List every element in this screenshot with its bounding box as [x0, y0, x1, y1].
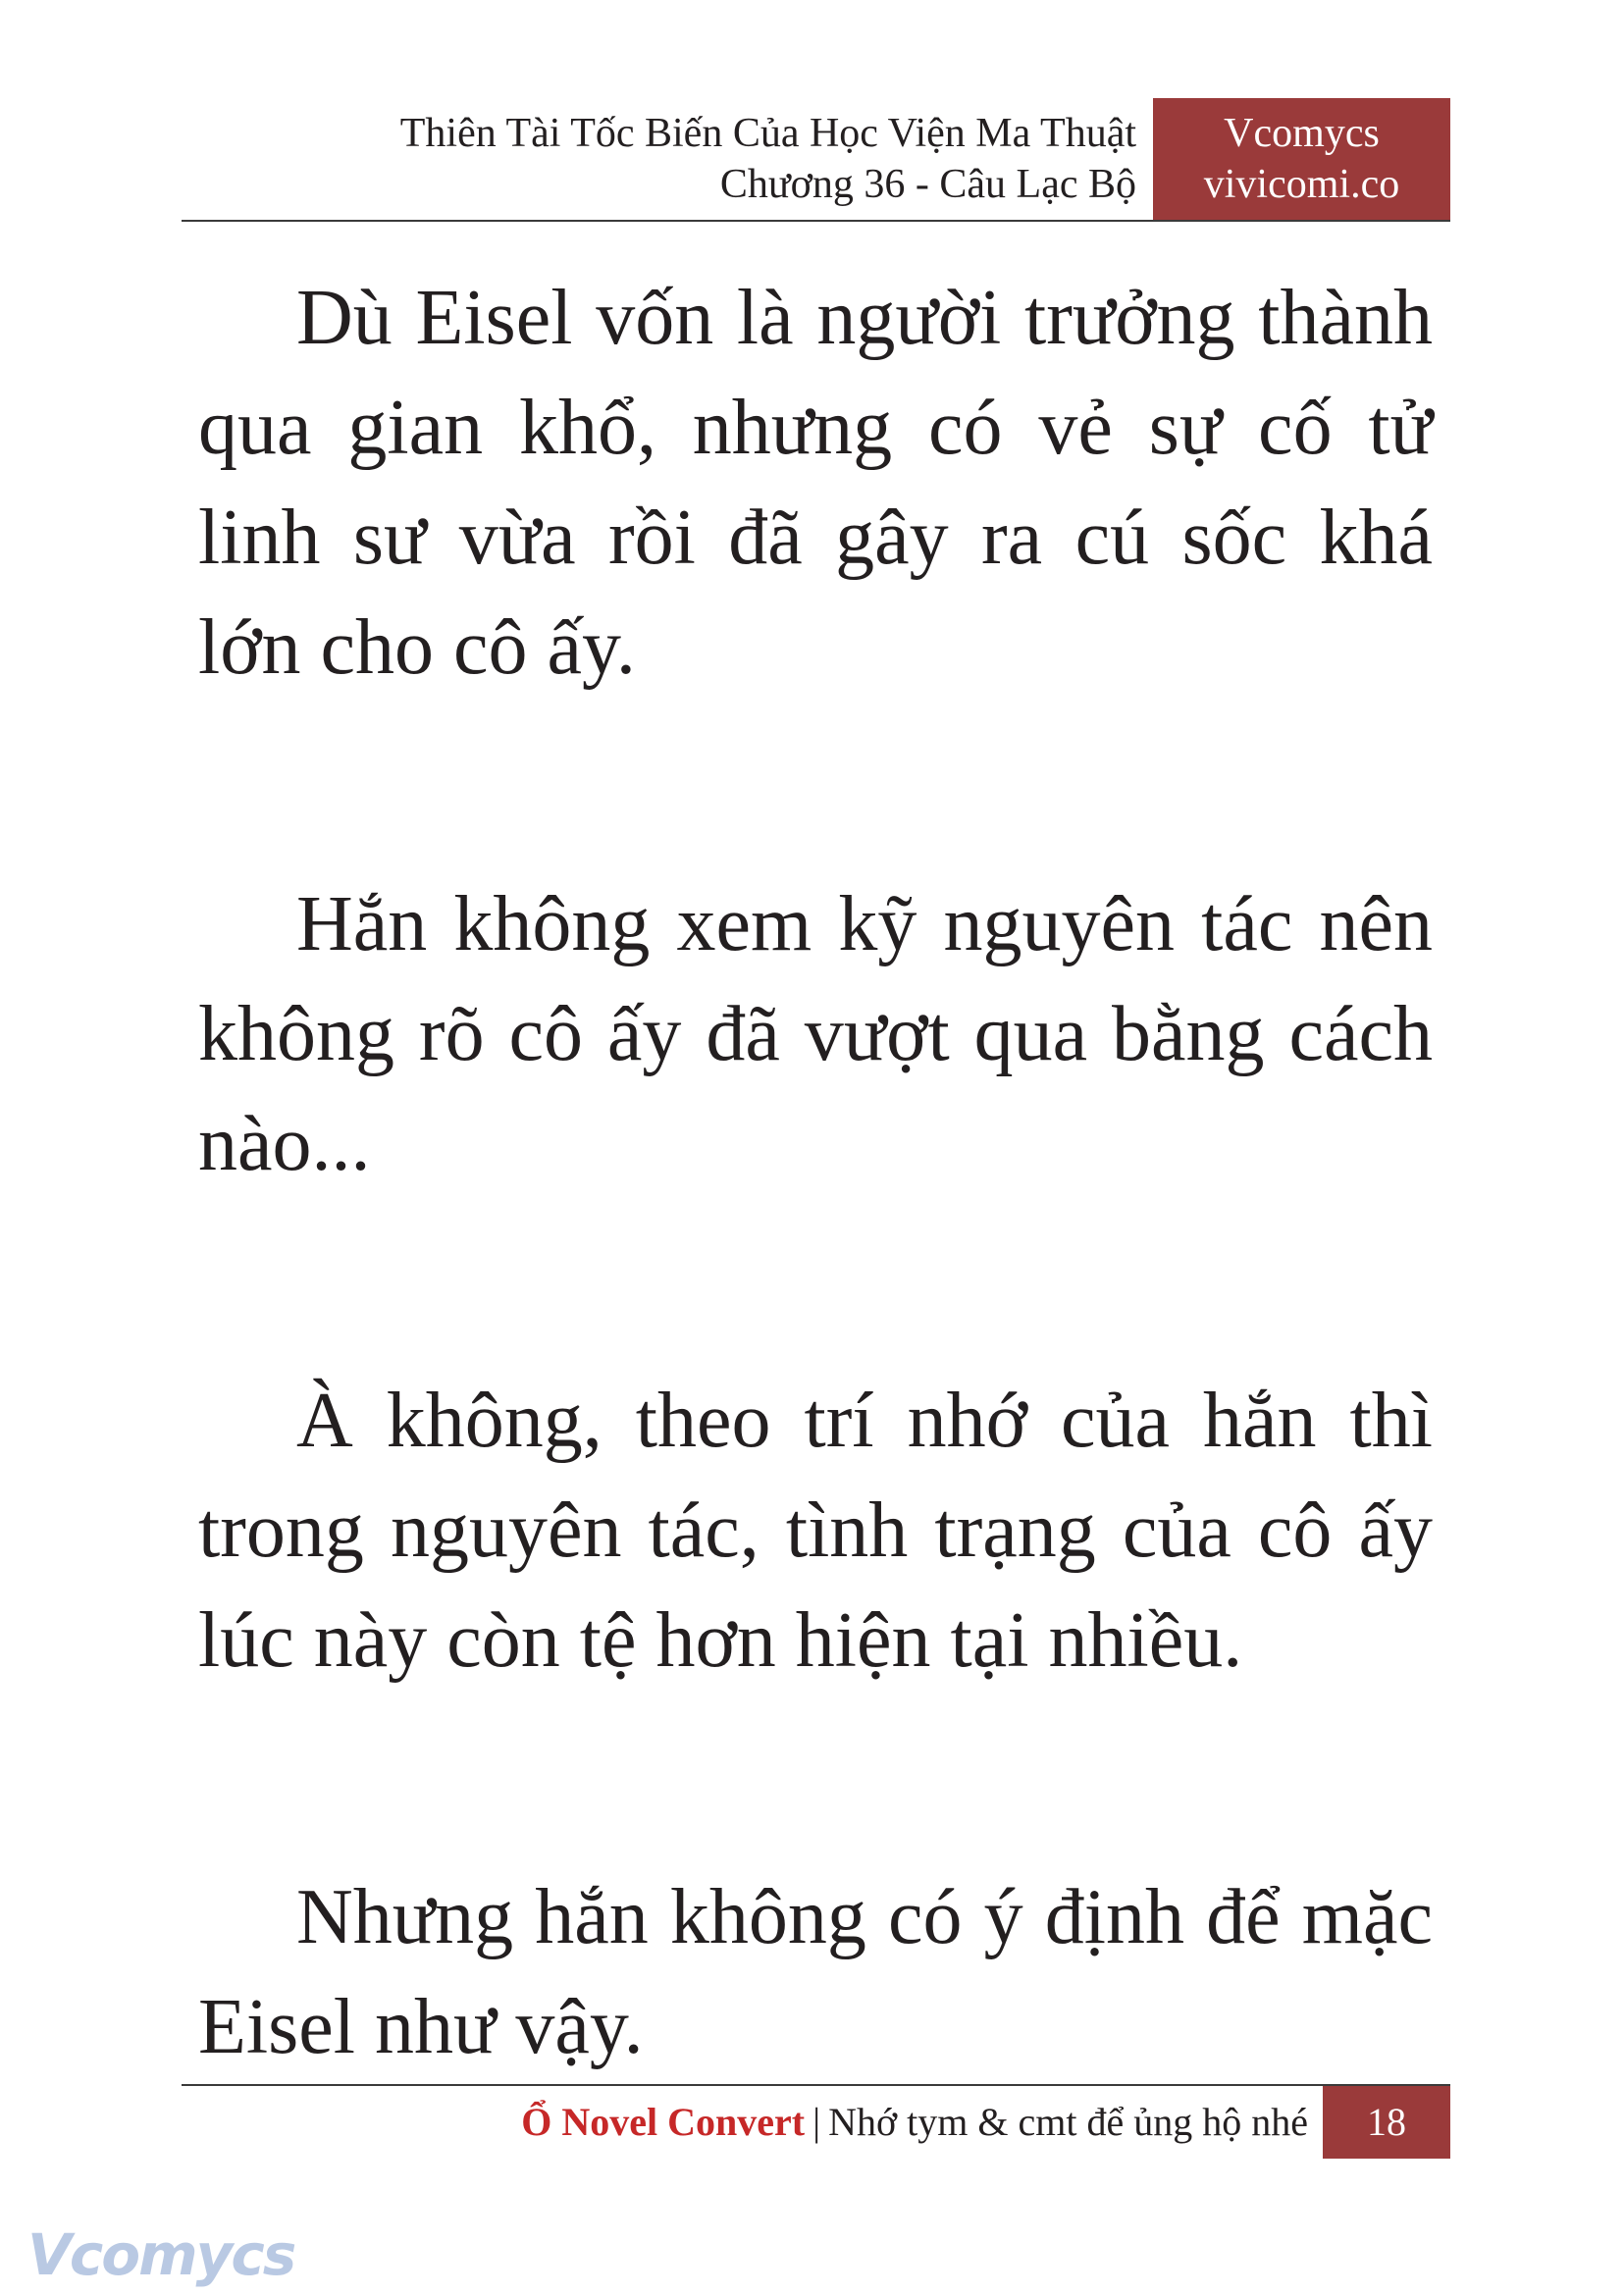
- brand-name: Vcomycs: [1224, 111, 1380, 156]
- brand-site: vivicomi.co: [1203, 162, 1400, 207]
- footer-text: [521, 2098, 1308, 2147]
- footer-message: Nhớ tym & cmt để ủng hộ nhé: [828, 2100, 1308, 2144]
- header-brand-box: [1153, 98, 1450, 220]
- footer-separator: |: [812, 2100, 821, 2144]
- page-number: 18: [1323, 2086, 1450, 2159]
- page-footer: [182, 2084, 1450, 2159]
- page-header: [182, 98, 1450, 222]
- chapter-body: [198, 263, 1433, 2082]
- paragraph: Dù Eisel vốn là người trưởng thành qua gian khổ, nhưng có vẻ sự cố tử linh sư vừa rồi đã gây ra cú sốc khá lớn cho cô ấy.: [198, 275, 1433, 691]
- paragraph: À không, theo trí nhớ của hắn thì trong nguyên tác, tình trạng của cô ấy lúc này còn tệ hơn hiện tại nhiều.: [198, 1378, 1433, 1684]
- header-titles: [400, 108, 1136, 210]
- chapter-title: Chương 36 - Câu Lạc Bộ: [719, 162, 1136, 207]
- watermark-logo: Vcomycs: [27, 2221, 295, 2288]
- book-title: Thiên Tài Tốc Biến Của Học Viện Ma Thuật: [399, 111, 1136, 156]
- paragraph: Nhưng hắn không có ý định để mặc Eisel như vậy.: [198, 1874, 1433, 2070]
- footer-brand: Ổ Novel Convert: [521, 2100, 806, 2144]
- paragraph: Hắn không xem kỹ nguyên tác nên không rõ cô ấy đã vượt qua bằng cách nào...: [198, 881, 1433, 1187]
